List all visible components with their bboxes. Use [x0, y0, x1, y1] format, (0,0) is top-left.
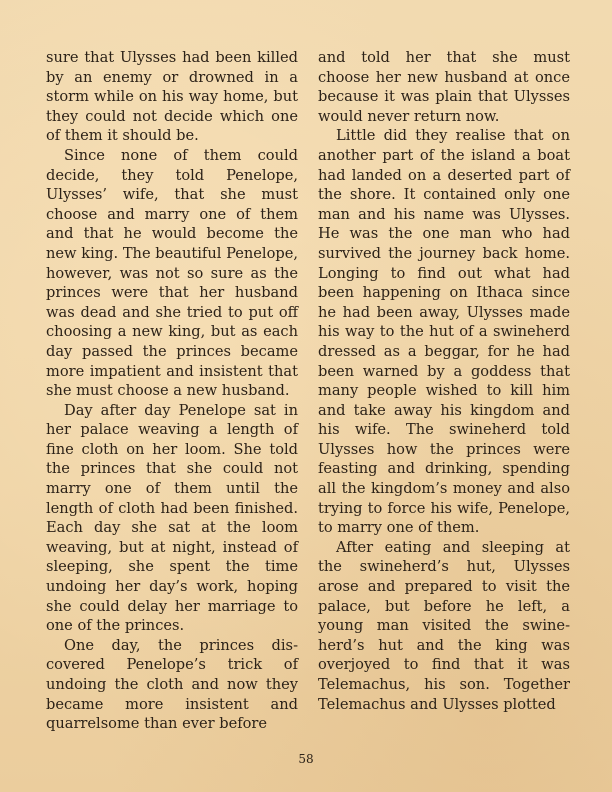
paragraph: sure that Ulysses had been killed by an enemy or drowned in a storm while on his way home, but they could not decide which one of them it should be.: [46, 49, 298, 145]
page-number: 58: [298, 752, 314, 766]
paragraph: Since none of them could decide, they told Penelope, Ulysses’ wife, that she must choose and marry one of them and that he would become the new king. The beautiful Penelope, however, was not so sure as the princes were that her husband was dead and she tried to put off choosing a new king, but as each day passed the princes became more impatient and insistent that she must choose a new husband.: [46, 146, 298, 400]
paragraph: After eating and sleeping at the swineherd’s hut, Ulysses arose and prepared to visit the palace, but before he left, a young man visited the swineherd’s hut and the king was overjoyed to find that it was Telemachus, his son. Together Telemachus and Ulysses plotted: [318, 538, 570, 713]
paragraph: One day, the princes discovered Penelope’s trick of undoing the cloth and now they became more insistent and quarrelsome than ever before: [46, 636, 298, 733]
left-column: [46, 48, 298, 734]
paragraph: Little did they realise that on another part of the island a boat had landed on a deserted part of the shore. It contained only one man and his name was Ulysses. He was the one man who had survived the journey back home. Longing to find out what had been happening on Ithaca since he had been away, Ulysses made his way to the hut of a swineherd dressed as a beggar, for he had been warned by a goddess that many people wished to kill him and take away his kingdom and his wife. The swineherd told Ulysses how the princes were feasting and drinking, spending all the kingdom’s money and also trying to force his wife, Penelope, to marry one of them.: [318, 127, 570, 537]
paragraph: Day after day Penelope sat in her palace weaving a length of fine cloth on her loom. She told the princes that she could not marry one of them until the length of cloth had been finished. Each day she sat at the loom weaving, but at night, instead of sleeping, she spent the time undoing her day’s work, hoping she could delay her marriage to one of the princes.: [46, 401, 298, 635]
paragraph: and told her that she must choose her new husband at once because it was plain that Ulysses would never return now.: [318, 49, 570, 125]
right-column: [318, 48, 570, 714]
